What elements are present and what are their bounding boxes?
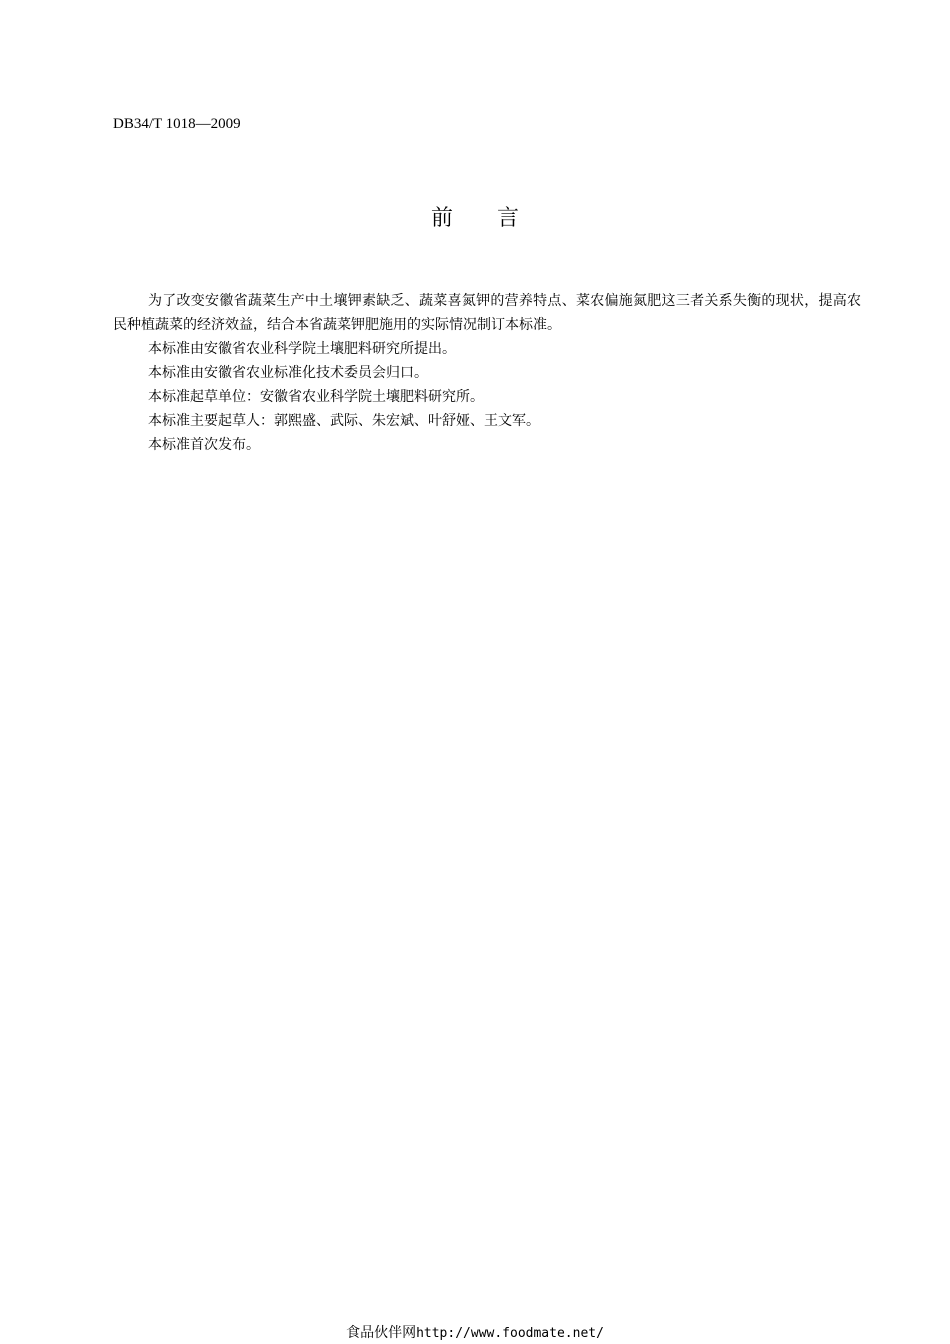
- footer-url-link[interactable]: http://www.foodmate.net/: [416, 1326, 604, 1341]
- paragraph-governing-committee: 本标准由安徽省农业标准化技术委员会归口。: [148, 365, 428, 381]
- title-char-2: 言: [497, 206, 520, 231]
- title-char-1: 前: [430, 206, 453, 231]
- paragraph-drafting-unit: 本标准起草单位：安徽省农业科学院土壤肥料研究所。: [148, 389, 484, 405]
- paragraph-drafters: 本标准主要起草人：郭熙盛、武际、朱宏斌、叶舒娅、王文军。: [148, 413, 540, 429]
- standard-code: DB34/T 1018—2009: [113, 116, 241, 132]
- footer-watermark: [0, 1324, 950, 1343]
- page-title: [0, 205, 950, 233]
- foreword-body: [113, 289, 861, 457]
- paragraph-purpose: 为了改变安徽省蔬菜生产中土壤钾素缺乏、蔬菜喜氮钾的营养特点、菜农偏施氮肥这三者关系失衡的现状，提高农民种植蔬菜的经济效益，结合本省蔬菜钾肥施用的实际情况制订本标准。: [113, 293, 861, 333]
- footer-site-name: 食品伙伴网: [346, 1325, 417, 1341]
- paragraph-first-release: 本标准首次发布。: [148, 437, 260, 453]
- paragraph-proposer: 本标准由安徽省农业科学院土壤肥料研究所提出。: [148, 341, 456, 357]
